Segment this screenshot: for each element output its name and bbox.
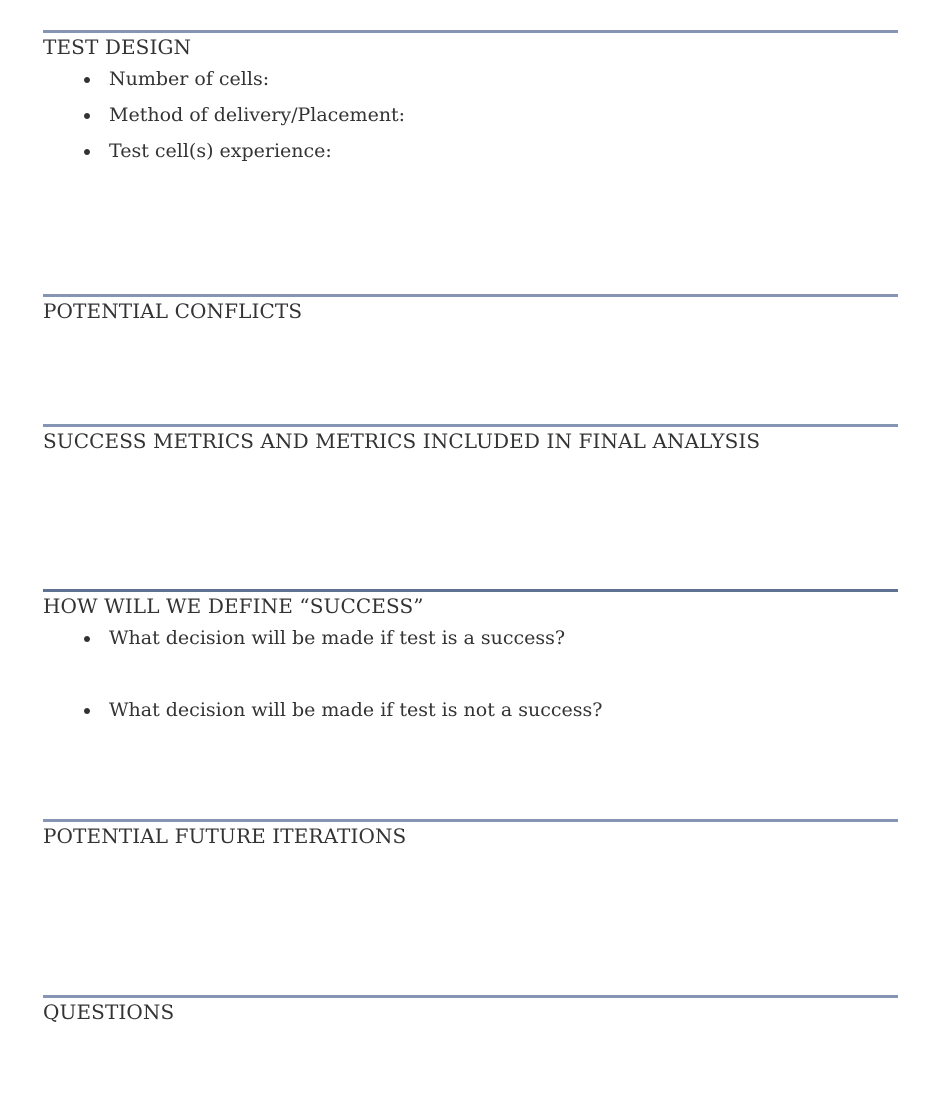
list-item-text: What decision will be made if test is not a success? [109, 699, 603, 721]
section-heading-success-metrics: SUCCESS METRICS AND METRICS INCLUDED IN FINAL ANALYSIS [43, 429, 761, 453]
section-heading-define-success: HOW WILL WE DEFINE “SUCCESS” [43, 594, 424, 618]
test-design-list [43, 67, 898, 163]
list-item [43, 626, 898, 650]
bullet-icon [84, 636, 90, 642]
section-divider [43, 424, 898, 427]
section-future-iterations [43, 819, 898, 848]
section-divider [43, 589, 898, 592]
section-potential-conflicts [43, 294, 898, 323]
section-questions [43, 995, 898, 1024]
list-item [43, 139, 898, 163]
section-heading-questions: QUESTIONS [43, 1000, 175, 1024]
list-item [43, 103, 898, 127]
bullet-icon [84, 708, 90, 714]
section-heading-future-iterations: POTENTIAL FUTURE ITERATIONS [43, 824, 407, 848]
section-heading-test-design: TEST DESIGN [43, 35, 192, 59]
list-item-text: What decision will be made if test is a success? [109, 627, 566, 649]
section-divider [43, 30, 898, 33]
section-divider [43, 819, 898, 822]
bullet-icon [84, 113, 90, 119]
section-test-design [43, 30, 898, 163]
bullet-icon [84, 149, 90, 155]
list-item-text: Method of delivery/Placement: [109, 104, 406, 126]
define-success-list [43, 626, 898, 722]
list-item [43, 698, 898, 722]
list-item-text: Number of cells: [109, 68, 270, 90]
bullet-icon [84, 77, 90, 83]
list-item [43, 67, 898, 91]
section-define-success [43, 589, 898, 722]
list-item-text: Test cell(s) experience: [109, 140, 332, 162]
section-heading-potential-conflicts: POTENTIAL CONFLICTS [43, 299, 303, 323]
section-divider [43, 294, 898, 297]
section-divider [43, 995, 898, 998]
section-success-metrics [43, 424, 898, 453]
